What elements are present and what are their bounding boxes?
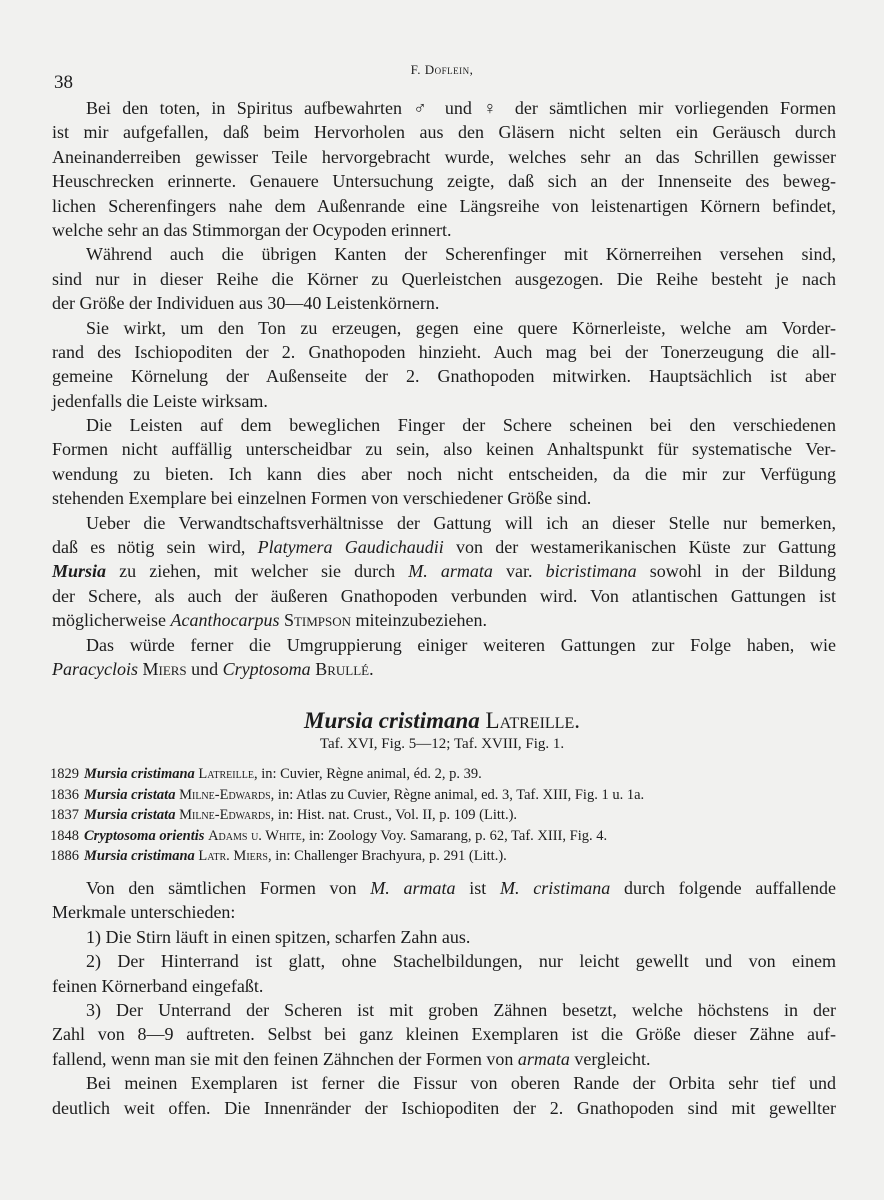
emphasis-run: Stimpson: [279, 610, 352, 631]
synonymy-entry: [50, 826, 644, 847]
text-line: [52, 535, 836, 559]
emphasis-run: Brullé: [310, 658, 370, 679]
text-line: [52, 876, 836, 900]
synonymy-year: 1848: [50, 827, 79, 844]
plates-reference: Taf. XVI, Fig. 5—12; Taf. XVIII, Fig. 1.: [319, 736, 565, 752]
text-run: lichen Scherenfingers nahe dem Außenrande eine Längsreihe von leistenartigen Körnern befindet,: [52, 195, 836, 216]
text-line: [52, 291, 836, 315]
synonymy-reference: , in: Challenger Brachyura, p. 291 (Litt.).: [267, 848, 507, 865]
text-run: miteinzubeziehen.: [351, 610, 487, 631]
emphasis-run: Acanthocarpus: [170, 610, 280, 631]
text-run: Aneinanderreiben gewisser Teile hervorgebracht wurde, welches sehr an das Schrillen gewisser: [52, 146, 836, 167]
text-line: [52, 633, 836, 657]
text-run: Merkmale unterschieden:: [52, 902, 236, 923]
text-line: [52, 511, 836, 535]
emphasis-run: armata: [517, 1048, 570, 1069]
running-head: F. Doflein,: [410, 62, 474, 77]
text-run: sind nur in dieser Reihe die Körner zu Querleistchen ausgezogen. Die Reihe besteht je nach: [52, 268, 836, 289]
synonymy-entry: [50, 764, 644, 785]
text-run: Die Leisten auf dem beweglichen Finger der Schere scheinen bei den verschiedenen: [86, 415, 836, 436]
text-line: [52, 657, 836, 681]
emphasis-run: Platymera Gaudichaudii: [257, 537, 444, 558]
text-line: [52, 194, 836, 218]
text-run: Während auch die übrigen Kanten der Scherenfinger mit Körnerreihen versehen sind,: [86, 244, 836, 265]
text-run: Heuschrecken erinnerte. Genauere Untersuchung zeigte, daß sich an der Innenseite des beweg-: [52, 171, 836, 192]
text-run: Bei meinen Exemplaren ist ferner die Fissur von oberen Rande der Orbita sehr tief und: [86, 1073, 836, 1094]
synonymy-species: Mursia cristata: [84, 807, 176, 824]
synonymy-species: Cryptosoma orientis: [84, 827, 205, 844]
synonymy-reference: , in: Cuvier, Règne animal, éd. 2, p. 39.: [253, 766, 482, 782]
synonymy-species: Mursia cristimana: [84, 766, 195, 782]
synonymy-year: 1837: [50, 807, 79, 824]
text-run: Bei den toten, in Spiritus aufbewahrten ♂ und ♀ der sämtlichen mir vorliegenden Formen: [86, 98, 836, 118]
text-line: [52, 437, 836, 461]
text-line: [52, 1096, 836, 1120]
synonymy-author: Milne-Edwards: [179, 786, 271, 803]
text-line: [52, 486, 836, 510]
text-line: [52, 364, 836, 388]
text-line: [52, 169, 836, 193]
text-run: rand des Ischiopoditen der 2. Gnathopoden hinzieht. Auch mag bei der Tonerzeugung die all-: [52, 341, 836, 362]
synonymy-list: [50, 764, 644, 867]
synonymy-author: Adams u. White: [208, 827, 302, 844]
text-line: [52, 584, 836, 608]
page-number: 38: [54, 72, 73, 93]
emphasis-run: M. armata: [408, 561, 493, 582]
synonymy-entry: [50, 785, 644, 806]
text-line: [52, 1071, 836, 1095]
synonymy-year: 1836: [50, 786, 79, 803]
synonymy-entry: [50, 846, 644, 867]
text-run: stehenden Exemplare bei einzelnen Formen von verschiedener Größe sind.: [52, 488, 592, 509]
text-run: fallend, wenn man sie mit den feinen Zähnchen der Formen von: [52, 1048, 518, 1069]
text-line: [52, 998, 836, 1022]
synonymy-reference: , in: Zoology Voy. Samarang, p. 62, Taf. XIII, Fig. 4.: [301, 827, 608, 844]
synonymy-author: Milne-Edwards: [179, 807, 271, 824]
text-run: Formen nicht auffällig unterscheidbar zu sein, also keinen Anhaltspunkt für systematische Ver-: [52, 439, 836, 460]
synonymy-year: 1829: [50, 766, 79, 782]
emphasis-run: M. cristimana: [500, 878, 611, 898]
text-run: ist: [455, 878, 500, 898]
species-author: Latreille.: [485, 708, 580, 733]
text-run: Ueber die Verwandtschaftsverhältnisse der Gattung will ich an dieser Stelle nur bemerken,: [86, 512, 836, 533]
text-run: jedenfalls die Leiste wirksam.: [52, 390, 268, 411]
text-line: [52, 218, 836, 242]
text-run: gemeine Körnelung der Außenseite der 2. Gnathopoden mitwirken. Hauptsächlich ist aber: [52, 366, 836, 387]
lower-body-text: [52, 876, 836, 1120]
text-run: deutlich weit offen. Die Innenränder der Ischiopoditen der 2. Gnathopoden sind mit gewellter: [52, 1097, 836, 1118]
text-line: [52, 316, 836, 340]
synonymy-author: Latreille: [198, 766, 254, 782]
text-run: 1) Die Stirn läuft in einen spitzen, scharfen Zahn aus.: [86, 926, 471, 947]
text-run: feinen Körnerband eingefaßt.: [52, 975, 264, 996]
text-line: [52, 340, 836, 364]
emphasis-run: bicristimana: [545, 561, 637, 582]
upper-body-text: [52, 96, 836, 681]
synonymy-species: Mursia cristimana: [84, 848, 195, 865]
text-run: sowohl in der Bildung: [636, 561, 837, 582]
text-line: [52, 1022, 836, 1046]
text-line: [52, 96, 836, 120]
text-run: Das würde ferner die Umgruppierung einiger weiteren Gattungen zur Folge haben, wie: [86, 634, 836, 655]
text-run: welche sehr an das Stimmorgan der Ocypoden erinnert.: [52, 219, 452, 240]
emphasis-run: Mursia: [52, 561, 107, 582]
text-run: durch folgende auffallende: [610, 878, 837, 898]
text-run: 2) Der Hinterrand ist glatt, ohne Stachelbildungen, nur leicht gewellt und von einem: [86, 951, 836, 972]
synonymy-entry: [50, 805, 644, 826]
species-name: Mursia cristimana: [304, 708, 480, 733]
text-line: [52, 120, 836, 144]
text-line: [52, 608, 836, 632]
emphasis-run: M. armata: [370, 878, 456, 898]
text-line: [52, 949, 836, 973]
text-line: [52, 974, 836, 998]
synonymy-species: Mursia cristata: [84, 786, 176, 803]
text-line: [52, 242, 836, 266]
text-line: [52, 925, 836, 949]
text-line: [52, 389, 836, 413]
text-line: [52, 413, 836, 437]
text-run: vergleicht.: [569, 1048, 651, 1069]
text-line: [52, 559, 836, 583]
text-run: von der westamerikanischen Küste zur Gattung: [443, 537, 836, 558]
text-run: 3) Der Unterrand der Scheren ist mit groben Zähnen besetzt, welche höchstens in der: [86, 999, 836, 1020]
text-run: ist mir aufgefallen, daß beim Hervorholen aus den Gläsern nicht selten ein Geräusch durch: [52, 122, 836, 143]
text-run: .: [369, 658, 374, 679]
species-heading: [0, 708, 884, 734]
text-run: möglicherweise: [52, 610, 171, 631]
text-run: wendung zu bieten. Ich kann dies aber noch nicht entscheiden, da die mir zur Verfügung: [52, 463, 836, 484]
text-run: Sie wirkt, um den Ton zu erzeugen, gegen eine quere Körnerleiste, welche am Vorder-: [86, 317, 836, 338]
text-line: [52, 462, 836, 486]
text-run: Zahl von 8—9 auftreten. Selbst bei ganz kleinen Exemplaren ist die Größe dieser Zähne auf-: [52, 1024, 836, 1045]
synonymy-reference: , in: Atlas zu Cuvier, Règne animal, ed. 3, Taf. XIII, Fig. 1 u. 1a.: [270, 786, 645, 803]
synonymy-author: Latr. Miers: [198, 848, 268, 865]
text-line: [52, 145, 836, 169]
text-line: [52, 900, 836, 924]
text-run: und: [186, 658, 223, 679]
text-run: der Schere, als auch der äußeren Gnathopoden verbunden wird. Von atlantischen Gattungen ist: [52, 585, 836, 606]
text-run: zu ziehen, mit welcher sie durch: [106, 561, 409, 582]
text-line: [52, 267, 836, 291]
text-run: der Größe der Individuen aus 30—40 Leistenkörnern.: [52, 293, 440, 314]
emphasis-run: Paracyclois: [52, 658, 138, 679]
text-line: [52, 1047, 836, 1071]
emphasis-run: Miers: [137, 658, 187, 679]
synonymy-reference: , in: Hist. nat. Crust., Vol. II, p. 109 (Litt.).: [270, 807, 518, 824]
emphasis-run: Cryptosoma: [222, 658, 311, 679]
text-run: daß es nötig sein wird,: [52, 537, 258, 558]
synonymy-year: 1886: [50, 848, 79, 865]
text-run: Von den sämtlichen Formen von: [86, 878, 371, 898]
text-run: var.: [492, 561, 546, 582]
